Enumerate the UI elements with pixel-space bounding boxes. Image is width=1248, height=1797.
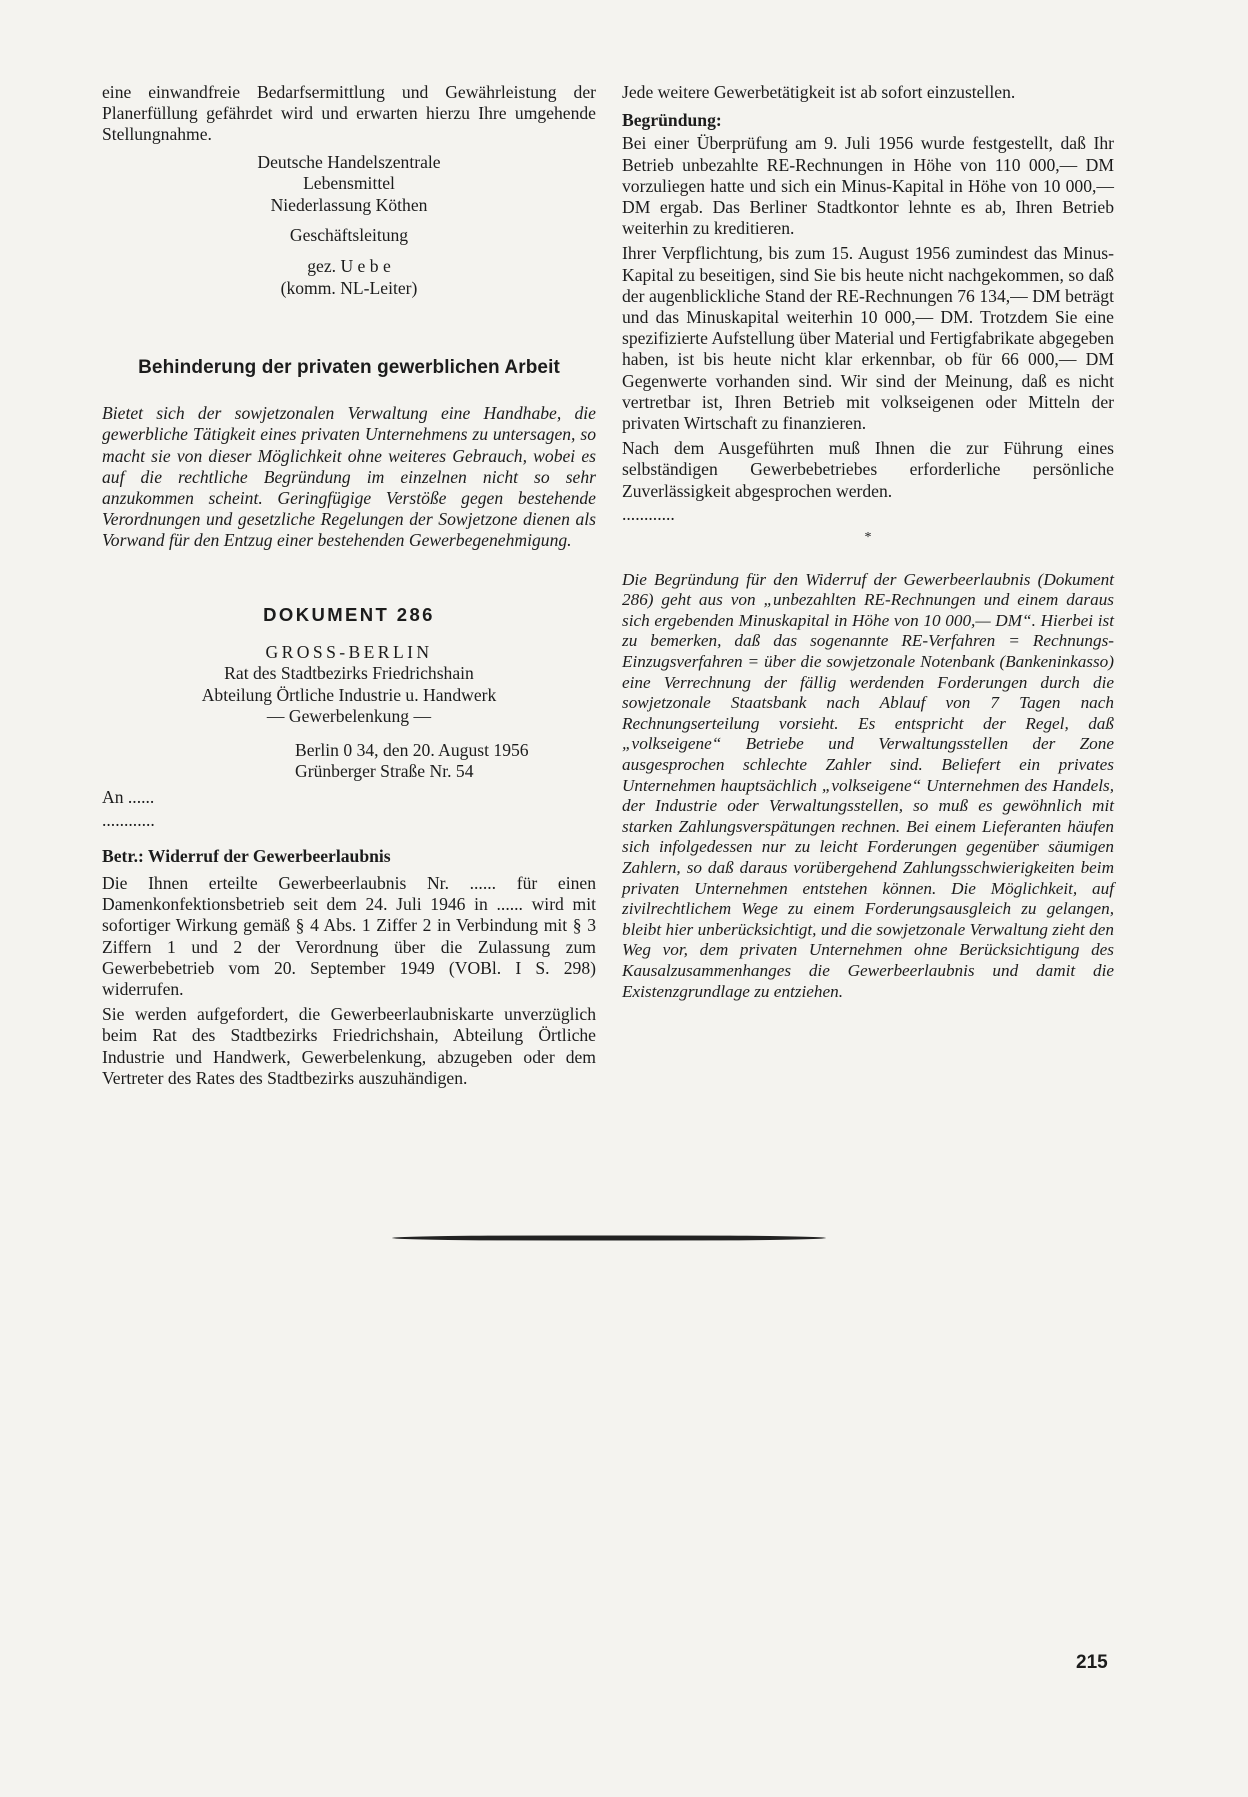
reason-paragraph: Ihrer Verpflichtung, bis zum 15. August 1956 zumindest das Minus-Kapital zu beseitigen, sind Sie bis heute nicht nachgekommen, so daß der augenblickliche Stand der RE-Rechnungen 76 134,— DM beträgt und das Minuskapital weiterhin 10 000,— DM. Trotzdem Sie eine spezifizierte Aufstellung über Material und Fertigfabrikate abgegeben haben, ist bis heute nicht klar erkennbar, ob für 66 000,— DM Gegenwerte vorhanden sind. Wir sind der Meinung, daß es nicht vertretbar ist, Ihren Betrieb mit volkseigenen oder Mitteln der privaten Wirtschaft zu finanzieren. (622, 243, 1114, 434)
sender-line: Geschäftsleitung (289, 225, 409, 246)
sender-line: Deutsche Handelszentrale (257, 151, 441, 172)
date-address-block (102, 740, 596, 782)
signer-title: (komm. NL-Leiter) (280, 277, 418, 298)
horizontal-rule (392, 1235, 826, 1241)
sender-line: Niederlassung Köthen (270, 194, 428, 215)
address: Grünberger Straße Nr. 54 (295, 761, 474, 782)
section-separator-asterisk: * (864, 530, 872, 546)
letter-paragraph: Die Ihnen erteilte Gewerbeerlaubnis Nr. ...... für einen Damenkonfektionsbetrieb seit dem 24. Juli 1946 in ...... wird mit sofortiger Wirkung gemäß § 4 Abs. 1 Ziffer 2 in Verbindung mit § 3 Ziffern 1 und 2 der Verordnung über die Zulassung zum Gewerbebetrieb vom 20. September 1949 (VOBl. I S. 298) widerrufen. (102, 872, 596, 999)
page-number: 215 (1076, 1652, 1108, 1673)
signature-line: gez. U e b e (307, 255, 391, 276)
letter-paragraph: Sie werden aufgefordert, die Gewerbeerlaubniskarte unverzüglich beim Rat des Stadtbezirks Friedrichshain, Abteilung Örtliche Industrie und Handwerk, Gewerbelenkung, abzugeben oder dem Vertreter des Rates des Stadtbezirks auszuhändigen. (102, 1004, 596, 1088)
letter-paragraph: Jede weitere Gewerbetätigkeit ist ab sofort einzustellen. (622, 82, 1016, 102)
authority-line: Abteilung Örtliche Industrie u. Handwerk (201, 684, 497, 705)
recipient-line: ............ (102, 809, 155, 830)
section-intro: Bietet sich der sowjetzonalen Verwaltung eine Handhabe, die gewerbliche Tätigkeit eines privaten Unternehmens zu untersagen, so macht sie von dieser Möglichkeit ohne weiteres Gebrauch, wobei es auf die rechtliche Begründung im einzelnen nicht so sehr anzukommen scheint. Geringfügige Verstöße gegen bestehende Verordnungen und gesetzliche Regelungen der Sowjetzone dienen als Vorwand für den Entzug einer bestehenden Gewerbegenehmigung. (102, 403, 596, 551)
sender-line: Lebensmittel (303, 173, 395, 194)
authority-line: Rat des Stadtbezirks Friedrichshain (224, 663, 474, 684)
reason-heading: Begründung: (622, 110, 722, 131)
authority-block (102, 642, 596, 728)
sender-block (102, 152, 596, 300)
left-column (102, 82, 596, 1089)
document-title: DOKUMENT 286 (263, 603, 435, 625)
reason-paragraph: Nach dem Ausgeführten muß Ihnen die zur Führung eines selbständigen Gewerbebetriebes erforderliche persönliche Zuverlässigkeit abgesprochen werden. (622, 438, 1114, 501)
recipient-line: An ...... (102, 787, 155, 808)
omission-dots: ............ (622, 503, 675, 524)
right-column (622, 82, 1114, 1002)
section-heading: Behinderung der privaten gewerblichen Arbeit (138, 357, 560, 379)
recipient-block (102, 787, 596, 830)
authority-city: GROSS-BERLIN (265, 641, 433, 662)
intro-continuation: eine einwandfreie Bedarfsermittlung und Gewährleistung der Planerfüllung gefährdet wird und erwarten hierzu Ihre umgehende Stellungnahme. (102, 82, 596, 145)
place-date: Berlin 0 34, den 20. August 1956 (295, 739, 529, 760)
authority-line: — Gewerbelenkung — (266, 706, 432, 727)
subject-line: Betr.: Widerruf der Gewerbeerlaubnis (102, 845, 391, 866)
commentary: Die Begründung für den Widerruf der Gewerbeerlaubnis (Dokument 286) geht aus von „unbezahlten RE-Rechnungen und einem daraus sich ergebenden Minuskapital in Höhe von 10 000,— DM“. Hierbei ist zu bemerken, daß das sogenannte RE-Verfahren = Rechnungs-Einzugsverfahren = über die sowjetzonale Notenbank (Bankeninkasso) eine Verrechnung der fällig werdenden Forderungen durch die sowjetzonale Staatsbank nach Ablauf von 7 Tagen nach Rechnungserteilung vorsieht. Es entspricht der Regel, daß „volkseigene“ Betriebe und Verwaltungsstellen der Zone ausgesprochen schlechte Zahler sind. Beliefert ein privates Unternehmen hauptsächlich „volkseigene“ Unternehmen des Handels, der Industrie oder Verwaltungsstellen, so muß es gewöhnlich mit starken Zahlungsverspätungen rechnen. Bei einem Lieferanten häufen sich infolgedessen nur zu leicht Forderungen gegenüber säumigen Zahlern, so daß daraus vorübergehend Zahlungsschwierigkeiten beim privaten Unternehmen entstehen können. Die Möglichkeit, auf zivilrechtlichem Wege zu einem Forderungsausgleich zu gelangen, bleibt hier unberücksichtigt, und die sowjetzonale Verwaltung zieht den Weg vor, dem privaten Unternehmen ohne Berücksichtigung des Kausalzusammenhanges die Gewerbeerlaubnis und damit die Existenzgrundlage zu entziehen. (622, 569, 1114, 1001)
reason-paragraph: Bei einer Überprüfung am 9. Juli 1956 wurde festgestellt, daß Ihr Betrieb unbezahlte RE-Rechnungen in Höhe von 110 000,— DM vorzuliegen hatte und sich ein Minus-Kapital in Höhe von 10 000,— DM ergab. Das Berliner Stadtkontor lehnte es ab, Ihren Betrieb weiterhin zu kreditieren. (622, 133, 1114, 239)
